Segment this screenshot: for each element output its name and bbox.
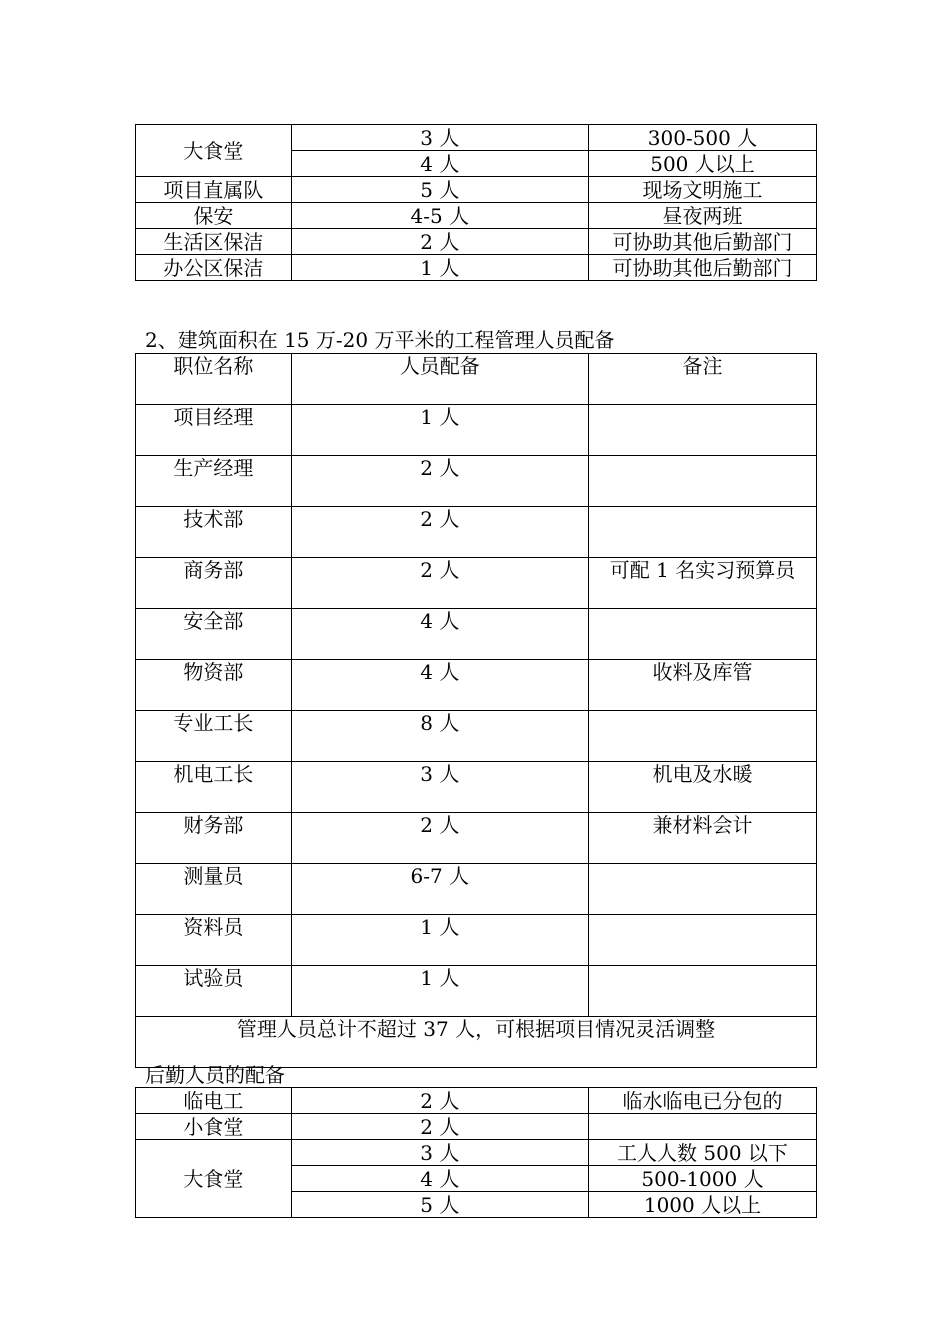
- table-header-row: [136, 354, 817, 405]
- table-row: [136, 609, 817, 660]
- note-cell: [588, 405, 816, 456]
- note-cell: 500-1000 人: [588, 1166, 816, 1192]
- count-cell: 2 人: [291, 456, 588, 507]
- position-cell: 资料员: [136, 915, 292, 966]
- note-cell: [588, 456, 816, 507]
- table-row: [136, 255, 817, 281]
- position-cell: 生活区保洁: [136, 229, 292, 255]
- position-cell: 试验员: [136, 966, 292, 1017]
- count-cell: 4-5 人: [291, 203, 588, 229]
- count-cell: 4 人: [291, 660, 588, 711]
- position-cell: 小食堂: [136, 1114, 292, 1140]
- position-cell: 临电工: [136, 1088, 292, 1114]
- note-cell: 现场文明施工: [588, 177, 816, 203]
- note-cell: 1000 人以上: [588, 1192, 816, 1218]
- note-cell: 可协助其他后勤部门: [588, 255, 816, 281]
- table-row: [136, 660, 817, 711]
- count-cell: 1 人: [291, 255, 588, 281]
- count-cell: 4 人: [291, 151, 588, 177]
- count-cell: 4 人: [291, 1166, 588, 1192]
- table-row: [136, 456, 817, 507]
- table-row: [136, 762, 817, 813]
- table-row: [136, 203, 817, 229]
- table-row: [136, 864, 817, 915]
- note-cell: [588, 507, 816, 558]
- column-header: 备注: [588, 354, 816, 405]
- count-cell: 2 人: [291, 1088, 588, 1114]
- table-row: [136, 558, 817, 609]
- table-row: [136, 1114, 817, 1140]
- note-cell: [588, 915, 816, 966]
- section-heading: 后勤人员的配备: [145, 1063, 285, 1087]
- note-cell: [588, 864, 816, 915]
- count-cell: 2 人: [291, 1114, 588, 1140]
- logistics-table-continued: [135, 124, 817, 281]
- count-cell: 6-7 人: [291, 864, 588, 915]
- note-cell: 收料及库管: [588, 660, 816, 711]
- table-row: [136, 915, 817, 966]
- position-cell: 办公区保洁: [136, 255, 292, 281]
- count-cell: 2 人: [291, 558, 588, 609]
- column-header: 人员配备: [291, 354, 588, 405]
- position-cell: 技术部: [136, 507, 292, 558]
- note-cell: [588, 1114, 816, 1140]
- position-cell: 财务部: [136, 813, 292, 864]
- count-cell: 2 人: [291, 507, 588, 558]
- table-row: [136, 507, 817, 558]
- table-row: [136, 966, 817, 1017]
- position-cell: 机电工长: [136, 762, 292, 813]
- note-cell: 300-500 人: [588, 125, 816, 151]
- table-row: [136, 125, 817, 151]
- count-cell: 2 人: [291, 229, 588, 255]
- position-cell: 测量员: [136, 864, 292, 915]
- logistics-staffing-table: [135, 1087, 817, 1218]
- note-cell: [588, 609, 816, 660]
- count-cell: 4 人: [291, 609, 588, 660]
- count-cell: 1 人: [291, 915, 588, 966]
- total-note-cell: 管理人员总计不超过 37 人，可根据项目情况灵活调整: [136, 1017, 817, 1068]
- table-row: [136, 229, 817, 255]
- count-cell: 3 人: [291, 1140, 588, 1166]
- position-cell: 项目直属队: [136, 177, 292, 203]
- table-row: [136, 177, 817, 203]
- note-cell: 兼材料会计: [588, 813, 816, 864]
- note-cell: [588, 711, 816, 762]
- count-cell: 3 人: [291, 762, 588, 813]
- count-cell: 5 人: [291, 1192, 588, 1218]
- table-row: [136, 1140, 817, 1166]
- count-cell: 8 人: [291, 711, 588, 762]
- note-cell: 500 人以上: [588, 151, 816, 177]
- count-cell: 3 人: [291, 125, 588, 151]
- table-row: [136, 813, 817, 864]
- position-cell: 保安: [136, 203, 292, 229]
- count-cell: 5 人: [291, 177, 588, 203]
- table-total-row: [136, 1017, 817, 1068]
- note-cell: [588, 966, 816, 1017]
- count-cell: 1 人: [291, 405, 588, 456]
- position-cell: 商务部: [136, 558, 292, 609]
- table-row: [136, 711, 817, 762]
- note-cell: 机电及水暖: [588, 762, 816, 813]
- position-cell: 大食堂: [136, 1140, 292, 1218]
- table-row: [136, 405, 817, 456]
- count-cell: 1 人: [291, 966, 588, 1017]
- section-heading: 2、建筑面积在 15 万-20 万平米的工程管理人员配备: [145, 328, 615, 352]
- count-cell: 2 人: [291, 813, 588, 864]
- position-cell: 生产经理: [136, 456, 292, 507]
- position-cell: 安全部: [136, 609, 292, 660]
- note-cell: 昼夜两班: [588, 203, 816, 229]
- note-cell: 临水临电已分包的: [588, 1088, 816, 1114]
- note-cell: 可配 1 名实习预算员: [588, 558, 816, 609]
- position-cell: 专业工长: [136, 711, 292, 762]
- column-header: 职位名称: [136, 354, 292, 405]
- position-cell: 项目经理: [136, 405, 292, 456]
- position-cell: 大食堂: [136, 125, 292, 177]
- note-cell: 可协助其他后勤部门: [588, 229, 816, 255]
- table-row: [136, 1088, 817, 1114]
- note-cell: 工人人数 500 以下: [588, 1140, 816, 1166]
- management-staffing-table: [135, 353, 817, 1068]
- position-cell: 物资部: [136, 660, 292, 711]
